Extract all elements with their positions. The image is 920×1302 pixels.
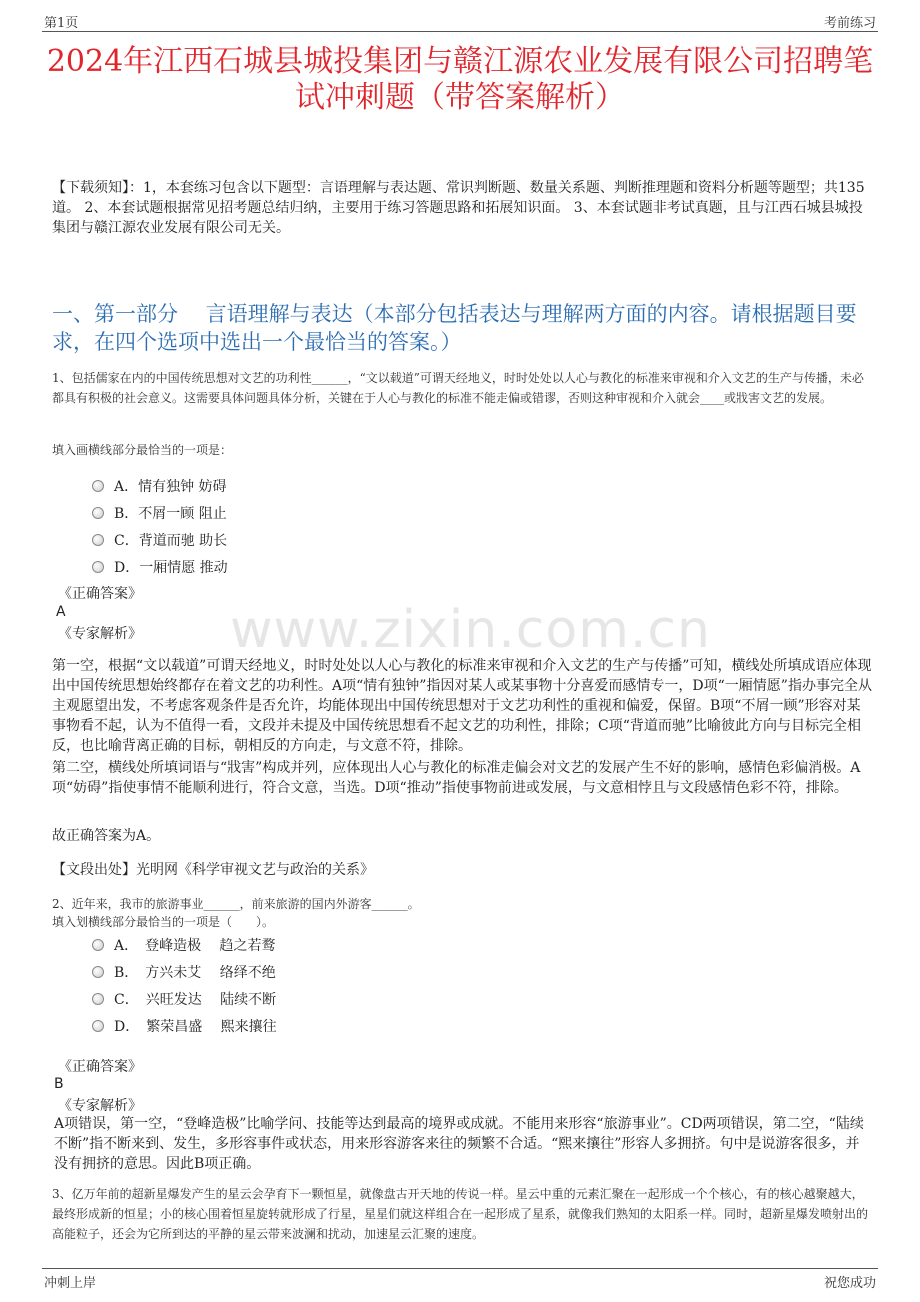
question-3-stem: 3、亿万年前的超新星爆发产生的星云会孕育下一颗恒星，就像盘古开天地的传说一样。星云中重的元素汇聚在一起形成一个个核心，有的核心越聚越大，最终形成新的恒星；小的核心围着恒星旋转就形成了行星，星星们就这样组合在一起形成了星系，就像我们熟知的太阳系一样。同时，超新星爆发喷射出的高能粒子，还会为它所到达的平静的星云带来波澜和扰动，加速星云汇聚的速度。 <box>52 1187 869 1241</box>
option-a[interactable]: A．情有独钟 妨碍 <box>92 472 228 499</box>
answer-value: B <box>54 1076 64 1092</box>
analysis-paragraph: A项错误，第一空，“登峰造极”比喻学问、技能等达到最高的境界或成就。不能用来形容“旅游事业”。CD两项错误，第二空，“陆续不断”指不断来到、发生，多形容事件或状态，用来形容游客来往的频繁不合适。“熙来攘往”形容人多拥挤。句中是说游客很多，并没有拥挤的意思。因此B项正确。 <box>54 1116 864 1172</box>
radio-icon[interactable] <box>92 1020 104 1032</box>
header-rule <box>42 31 878 32</box>
radio-icon[interactable] <box>92 507 104 519</box>
watermark: www.zixin.com.cn <box>230 600 711 660</box>
radio-icon[interactable] <box>92 561 104 573</box>
answer-label: 《正确答案》 <box>58 1059 142 1075</box>
radio-icon[interactable] <box>92 966 104 978</box>
passage-source: 【文段出处】光明网《科学审视文艺与政治的关系》 <box>52 862 374 878</box>
footer-rule <box>42 1268 878 1269</box>
footer-right: 祝您成功 <box>823 1276 876 1291</box>
header-tag: 考前练习 <box>823 16 876 31</box>
analysis-conclusion: 故正确答案为A。 <box>52 828 161 844</box>
page-number: 第1页 <box>44 16 79 31</box>
question-2-options <box>92 931 277 1039</box>
analysis-paragraph-1: 第一空，根据“文以载道”可谓天经地义，时时处处以人心与教化的标准来审视和介入文艺的生产与传播”可知，横线处所填成语应体现出中国传统思想始终都存在着文艺的功利性。A项“情有独钟”指因对某人或某事物十分喜爱而感情专一，D项“一厢情愿”指办事完全从主观愿望出发，不考虑客观条件是否允许，均能体现出中国传统思想对于文艺功利性的重视和偏爱，保留。B项“不屑一顾”形容对某事物看不起，认为不值得一看，文段并未提及中国传统思想看不起文艺的功利性，排除；C项“背道而驰”比喻彼此方向与目标完全相反，也比喻背离正确的目标，朝相反的方向走，与文意不符，排除。 <box>52 658 872 754</box>
download-notice: 【下载须知】：1，本套练习包含以下题型：言语理解与表达题、常识判断题、数量关系题、判断推理题和资料分析题等题型；共135道。 2、本套试题根据常见招考题总结归纳，主要用于练习答题思路和拓展知识面。 3、本套试题非考试真题，且与江西石城县城投集团与赣江源农业发展有限公司无关。 <box>52 180 865 236</box>
analysis-label: 《专家解析》 <box>58 1098 142 1114</box>
analysis-label: 《专家解析》 <box>58 626 142 642</box>
option-d[interactable]: D．一厢情愿 推动 <box>92 553 228 580</box>
question-2-prompt: 填入划横线部分最恰当的一项是（ ）。 <box>52 915 275 929</box>
radio-icon[interactable] <box>92 993 104 1005</box>
question-1-stem: 1、包括儒家在内的中国传统思想对文艺的功利性______，“文以载道”可谓天经地义，时时处处以人心与教化的标准来审视和介入文艺的生产与传播，未必都具有积极的社会意义。这需要具体问题具体分析，关键在于人心与教化的标准不能走偏或错谬，否则这种审视和介入就会____或戕害文艺的发展。 <box>52 371 864 405</box>
option-b[interactable]: B． 方兴未艾 络绎不绝 <box>92 958 277 985</box>
option-c[interactable]: C． 兴旺发达 陆续不断 <box>92 985 277 1012</box>
analysis-paragraph-2: 第二空，横线处所填词语与“戕害”构成并列，应体现出人心与教化的标准走偏会对文艺的发展产生不好的影响，感情色彩偏消极。A项“妨碍”指使事情不能顺利进行，符合文意，当选。D项“推动”指使事物前进或发展，与文意相悖且与文段感情色彩不符，排除。 <box>52 760 861 796</box>
radio-icon[interactable] <box>92 939 104 951</box>
question-1-prompt: 填入画横线部分最恰当的一项是： <box>52 443 233 457</box>
option-d[interactable]: D． 繁荣昌盛 熙来攘往 <box>92 1012 277 1039</box>
radio-icon[interactable] <box>92 480 104 492</box>
page-title: 2024年江西石城县城投集团与赣江源农业发展有限公司招聘笔试冲刺题（带答案解析） <box>46 44 874 115</box>
question-1-options <box>92 472 228 580</box>
answer-value: A <box>56 604 66 620</box>
answer-label: 《正确答案》 <box>58 586 142 602</box>
option-b[interactable]: B．不屑一顾 阻止 <box>92 499 228 526</box>
option-c[interactable]: C．背道而驰 助长 <box>92 526 228 553</box>
option-a[interactable]: A． 登峰造极 趋之若鹜 <box>92 931 277 958</box>
section-heading: 一、第一部分 言语理解与表达（本部分包括表达与理解两方面的内容。请根据题目要求，在四个选项中选出一个最恰当的答案。） <box>52 302 857 354</box>
question-2-stem: 2、近年来，我市的旅游事业______，前来旅游的国内外游客______。 <box>52 897 420 911</box>
footer-left: 冲刺上岸 <box>44 1276 97 1291</box>
radio-icon[interactable] <box>92 534 104 546</box>
